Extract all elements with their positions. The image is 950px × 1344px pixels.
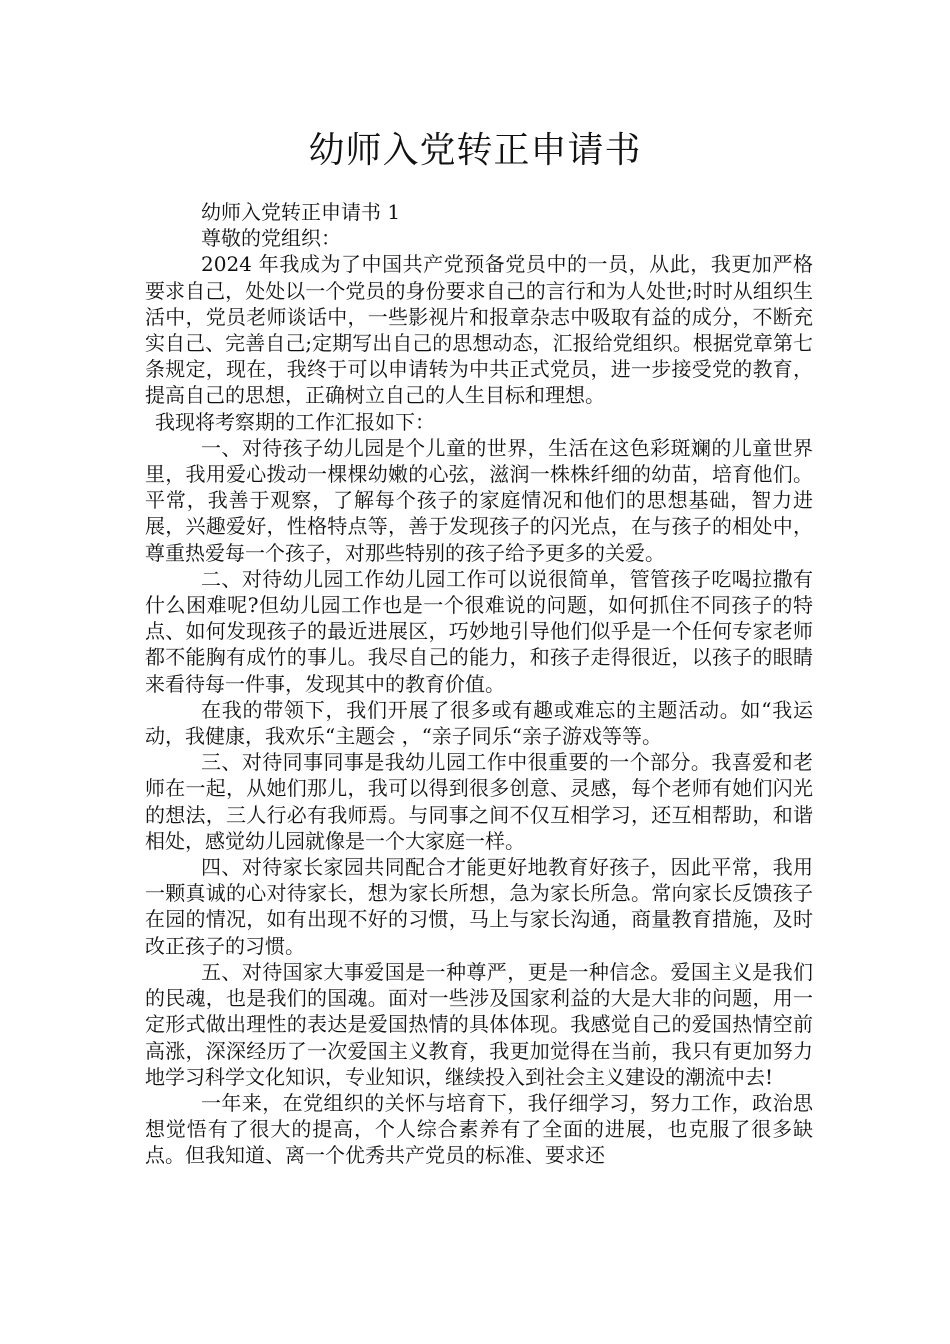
paragraph-patriotism: 五、对待国家大事爱国是一种尊严，更是一种信念。爱国主义是我们的民魂，也是我们的国魂。面对一些涉及国家利益的大是大非的问题，用一定形式做出理性的表达是爱国热情的具体体现。我感觉自己的爱国热情空前高涨，深深经历了一次爱国主义教育，我更加觉得在当前，我只有更加努力地学习科学文化知识，专业知识，继续投入到社会主义建设的潮流中去! (145, 959, 813, 1089)
paragraph-conclusion: 一年来，在党组织的关怀与培育下，我仔细学习，努力工作，政治思想觉悟有了很大的提高，个人综合素养有了全面的进展，也克服了很多缺点。但我知道、离一个优秀共产党员的标准、要求还 (145, 1090, 813, 1168)
paragraph-kindergarten-work: 二、对待幼儿园工作幼儿园工作可以说很简单，管管孩子吃喝拉撒有什么困难呢?但幼儿园工作也是一个很难说的问题，如何抓住不同孩子的特点、如何发现孩子的最近进展区，巧妙地引导他们似乎是一个任何专家老师都不能胸有成竹的事儿。我尽自己的能力，和孩子走得很近，以孩子的眼睛来看待每一件事，发现其中的教育价值。 (145, 566, 813, 696)
document-subtitle: 幼师入党转正申请书 1 (201, 200, 401, 224)
paragraph-children: 一、对待孩子幼儿园是个儿童的世界，生活在这色彩斑斓的儿童世界里，我用爱心拨动一棵棵幼嫩的心弦，滋润一株株纤细的幼苗，培育他们。平常，我善于观察，了解每个孩子的家庭情况和他们的思想基础，智力进展，兴趣爱好，性格特点等，善于发现孩子的闪光点，在与孩子的相处中，尊重热爱每一个孩子，对那些特别的孩子给予更多的关爱。 (145, 435, 813, 565)
salutation: 尊敬的党组织： (201, 226, 341, 251)
paragraph-intro: 2024 年我成为了中国共产党预备党员中的一员，从此，我更加严格要求自己，处处以一个党员的身份要求自己的言行和为人处世;时时从组织生活中，党员老师谈话中，一些影视片和报章杂志中吸取有益的成分，不断充实自己、完善自己;定期写出自己的思想动态，汇报给党组织。根据党章第七条规定，现在，我终于可以申请转为中共正式党员，进一步接受党的教育，提高自己的思想，正确树立自己的人生目标和理想。 (145, 252, 813, 408)
paragraph-activities: 在我的带领下，我们开展了很多或有趣或难忘的主题活动。如“我运动，我健康，我欢乐“主题会 ，“亲子同乐“亲子游戏等等。 (145, 697, 813, 749)
document-body (145, 199, 813, 1169)
paragraph-report-heading: 我现将考察期的工作汇报如下： (155, 409, 435, 434)
paragraph-parents: 四、对待家长家园共同配合才能更好地教育好孩子，因此平常，我用一颗真诚的心对待家长，想为家长所想，急为家长所急。常向家长反馈孩子在园的情况，如有出现不好的习惯，马上与家长沟通，商量教育措施，及时改正孩子的习惯。 (145, 855, 813, 958)
paragraph-colleagues: 三、对待同事同事是我幼儿园工作中很重要的一个部分。我喜爱和老师在一起，从她们那儿，我可以得到很多创意、灵感，每个老师有她们闪光的想法，三人行必有我师焉。与同事之间不仅互相学习，还互相帮助，和谐相处，感觉幼儿园就像是一个大家庭一样。 (145, 750, 813, 853)
document-title: 幼师入党转正申请书 (308, 130, 642, 171)
